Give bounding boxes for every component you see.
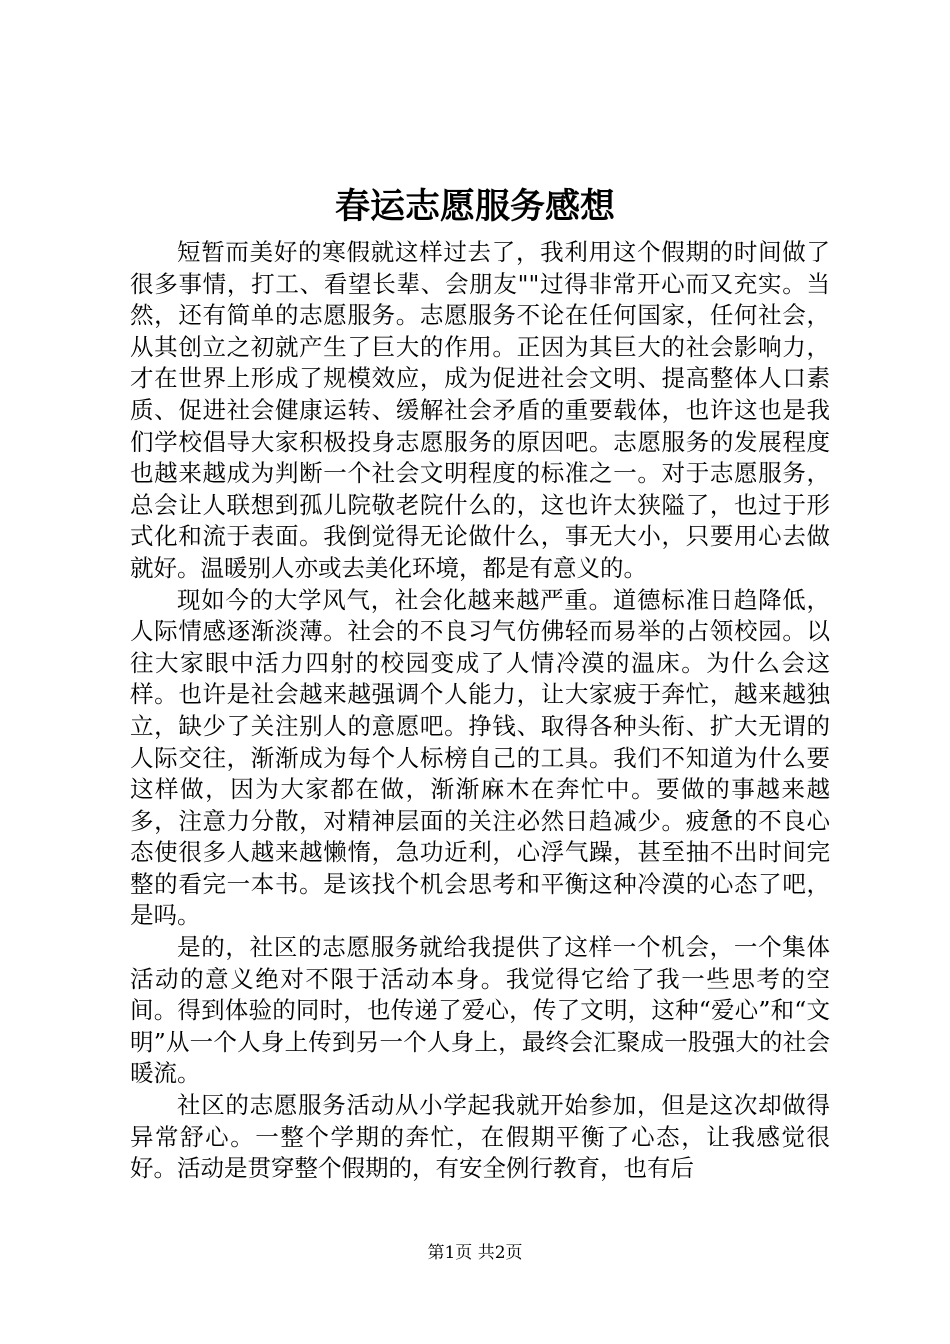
document-body bbox=[130, 237, 830, 1185]
document-title: 春运志愿服务感想 bbox=[334, 186, 615, 227]
paragraph: 短暂而美好的寒假就这样过去了，我利用这个假期的时间做了很多事情，打工、看望长辈、会朋友""过得非常开心而又充实。当然，还有简单的志愿服务。志愿服务不论在任何国家，任何社会，从其创立之初就产生了巨大的作用。正因为其巨大的社会影响力，才在世界上形成了规模效应，成为促进社会文明、提高整体人口素质、促进社会健康运转、缓解社会矛盾的重要载体，也许这也是我们学校倡导大家积极投身志愿服务的原因吧。志愿服务的发展程度也越来越成为判断一个社会文明程度的标准之一。对于志愿服务，总会让人联想到孤儿院敬老院什么的，这也许太狭隘了，也过于形式化和流于表面。我倒觉得无论做什么，事无大小，只要用心去做就好。温暖别人亦或去美化环境，都是有意义的。 bbox=[130, 238, 830, 582]
paragraph: 社区的志愿服务活动从小学起我就开始参加，但是这次却做得异常舒心。一整个学期的奔忙，在假期平衡了心态，让我感觉很好。活动是贯穿整个假期的，有安全例行教育，也有后 bbox=[130, 1091, 830, 1183]
paragraph: 现如今的大学风气，社会化越来越严重。道德标准日趋降低，人际情感逐渐淡薄。社会的不良习气仿佛轻而易举的占领校园。以往大家眼中活力四射的校园变成了人情冷漠的温床。为什么会这样。也许是社会越来越强调个人能力，让大家疲于奔忙，越来越独立，缺少了关注别人的意愿吧。挣钱、取得各种头衔、扩大无谓的人际交往，渐渐成为每个人标榜自己的工具。我们不知道为什么要这样做，因为大家都在做，渐渐麻木在奔忙中。要做的事越来越多，注意力分散，对精神层面的关注必然日趋减少。疲惫的不良心态使很多人越来越懒惰，急功近利，心浮气躁，甚至抽不出时间完整的看完一本书。是该找个机会思考和平衡这种冷漠的心态了吧，是吗。 bbox=[130, 585, 830, 930]
paragraph: 是的，社区的志愿服务就给我提供了这样一个机会，一个集体活动的意义绝对不限于活动本身。我觉得它给了我一些思考的空间。得到体验的同时，也传递了爱心，传了文明，这种“爱心”和“文明”从一个人身上传到另一个人身上，最终会汇聚成一股强大的社会暖流。 bbox=[130, 933, 830, 1088]
page-number-footer: 第1页 共2页 bbox=[427, 1243, 523, 1263]
